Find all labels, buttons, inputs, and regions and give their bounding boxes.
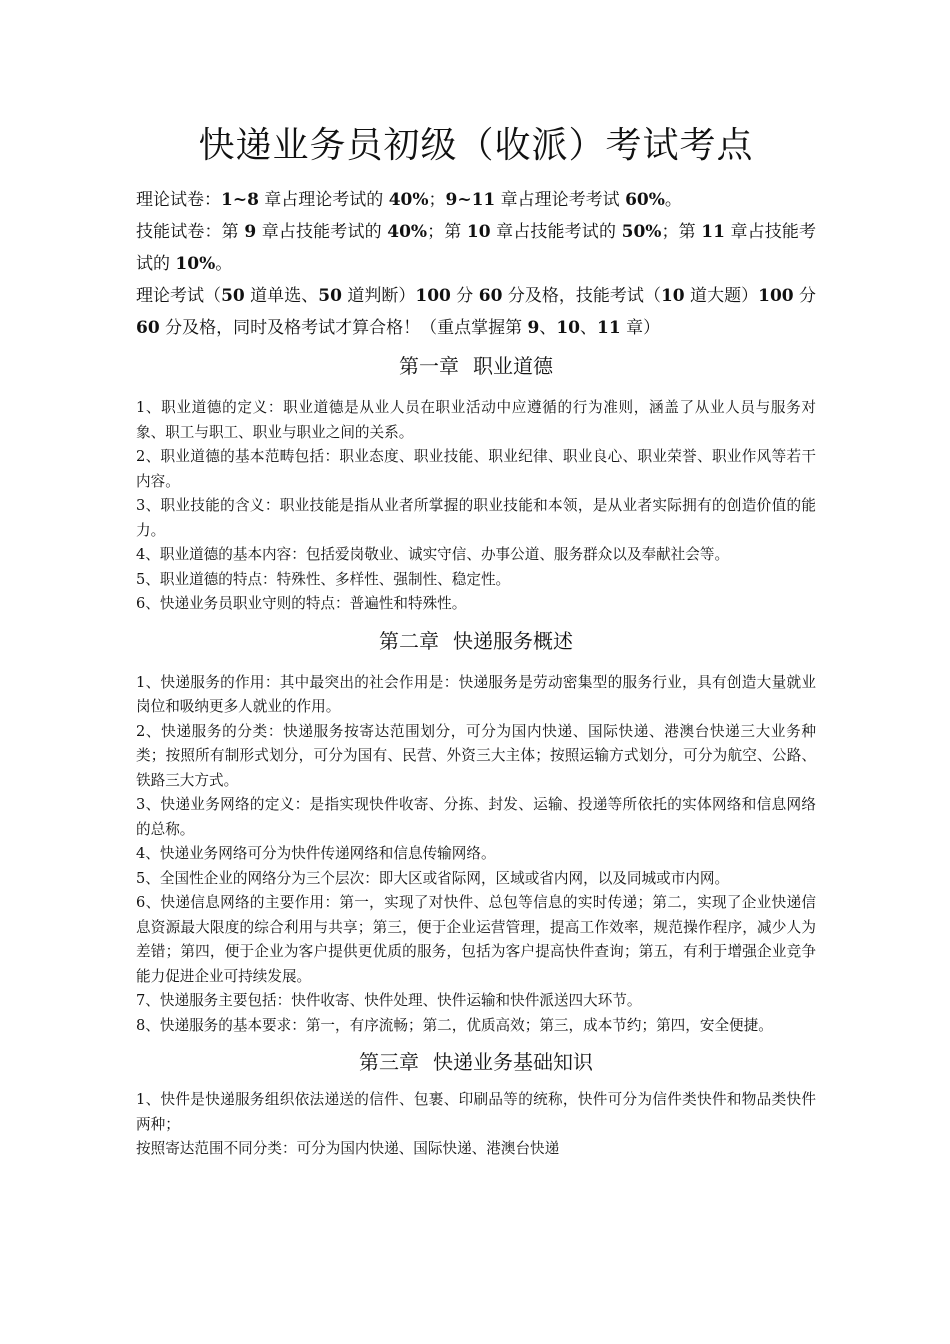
document-page [136, 0, 816, 1162]
list-item: 按照寄达范围不同分类：可分为国内快递、国际快递、港澳台快递 [136, 1140, 560, 1157]
list-item: 3、快递业务网络的定义：是指实现快件收寄、分拣、封发、运输、投递等所依托的实体网络和信息网络的总称。 [136, 796, 816, 838]
list-item: 1、职业道德的定义：职业道德是从业人员在职业活动中应遵循的行为准则，涵盖了从业人员与服务对象、职工与职工、职业与职业之间的关系。 [136, 399, 816, 441]
skill-paper-line: 技能试卷：第 9 章占技能考试的 40%；第 10 章占技能考试的 50%；第 11 章占技能考试的 10%。 [136, 222, 817, 274]
passing-rule-line: 理论考试（50 道单选、50 道判断）100 分 60 分及格，技能考试（10 道大题）100 分 60 分及格，同时及格考试才算合格！（重点掌握第 9、10、11 章） [136, 286, 817, 338]
list-item: 2、职业道德的基本范畴包括：职业态度、职业技能、职业纪律、职业良心、职业荣誉、职业作风等若干内容。 [136, 448, 816, 490]
list-item: 5、职业道德的特点：特殊性、多样性、强制性、稳定性。 [136, 570, 511, 588]
theory-paper-line: 理论试卷：1~8 章占理论考试的 40%；9~11 章占理论考考试 60%。 [136, 190, 682, 210]
list-item: 7、快递服务主要包括：快件收寄、快件处理、快件运输和快件派送四大环节。 [136, 992, 642, 1009]
chapter-3-points [136, 1088, 816, 1162]
list-item: 5、全国性企业的网络分为三个层次：即大区或省际网，区域或省内网，以及同城或市内网。 [136, 869, 730, 887]
chapter-2-points [136, 671, 816, 1039]
chapter-1-heading: 第一章 职业道德 [399, 354, 553, 378]
document-title: 快递业务员初级（收派）考试考点 [198, 125, 754, 166]
list-item: 6、快递信息网络的主要作用：第一，实现了对快件、总包等信息的实时传递；第二，实现了企业快递信息资源最大限度的综合利用与共享；第三，便于企业运营管理，提高工作效率，规范操作程序，减少人为差错；第四，便于企业为客户提供更优质的服务，包括为客户提高快件查询；第五，有利于增强企业竞争能力促进企业可持续发展。 [136, 894, 816, 985]
list-item: 6、快递业务员职业守则的特点：普遍性和特殊性。 [136, 595, 467, 612]
list-item: 1、快件是快递服务组织依法递送的信件、包裹、印刷品等的统称，快件可分为信件类快件和物品类快件两种； [136, 1091, 816, 1133]
exam-overview [136, 184, 816, 344]
list-item: 4、职业道德的基本内容：包括爱岗敬业、诚实守信、办事公道、服务群众以及奉献社会等。 [136, 546, 730, 563]
chapter-3-heading: 第三章 快递业务基础知识 [359, 1050, 593, 1074]
chapter-2-heading: 第二章 快递服务概述 [379, 628, 573, 653]
list-item: 8、快递服务的基本要求：第一，有序流畅；第二，优质高效；第三，成本节约；第四，安全便捷。 [136, 1016, 773, 1034]
chapter-1-points [136, 396, 816, 617]
list-item: 4、快递业务网络可分为快件传递网络和信息传输网络。 [136, 845, 496, 862]
list-item: 1、快递服务的作用：其中最突出的社会作用是：快递服务是劳动密集型的服务行业，具有创造大量就业岗位和吸纳更多人就业的作用。 [136, 673, 816, 715]
list-item: 3、职业技能的含义：职业技能是指从业者所掌握的职业技能和本领，是从业者实际拥有的创造价值的能力。 [136, 497, 816, 539]
list-item: 2、快递服务的分类：快递服务按寄达范围划分，可分为国内快递、国际快递、港澳台快递三大业务种类；按照所有制形式划分，可分为国有、民营、外资三大主体；按照运输方式划分，可分为航空、公路、铁路三大方式。 [136, 722, 816, 789]
